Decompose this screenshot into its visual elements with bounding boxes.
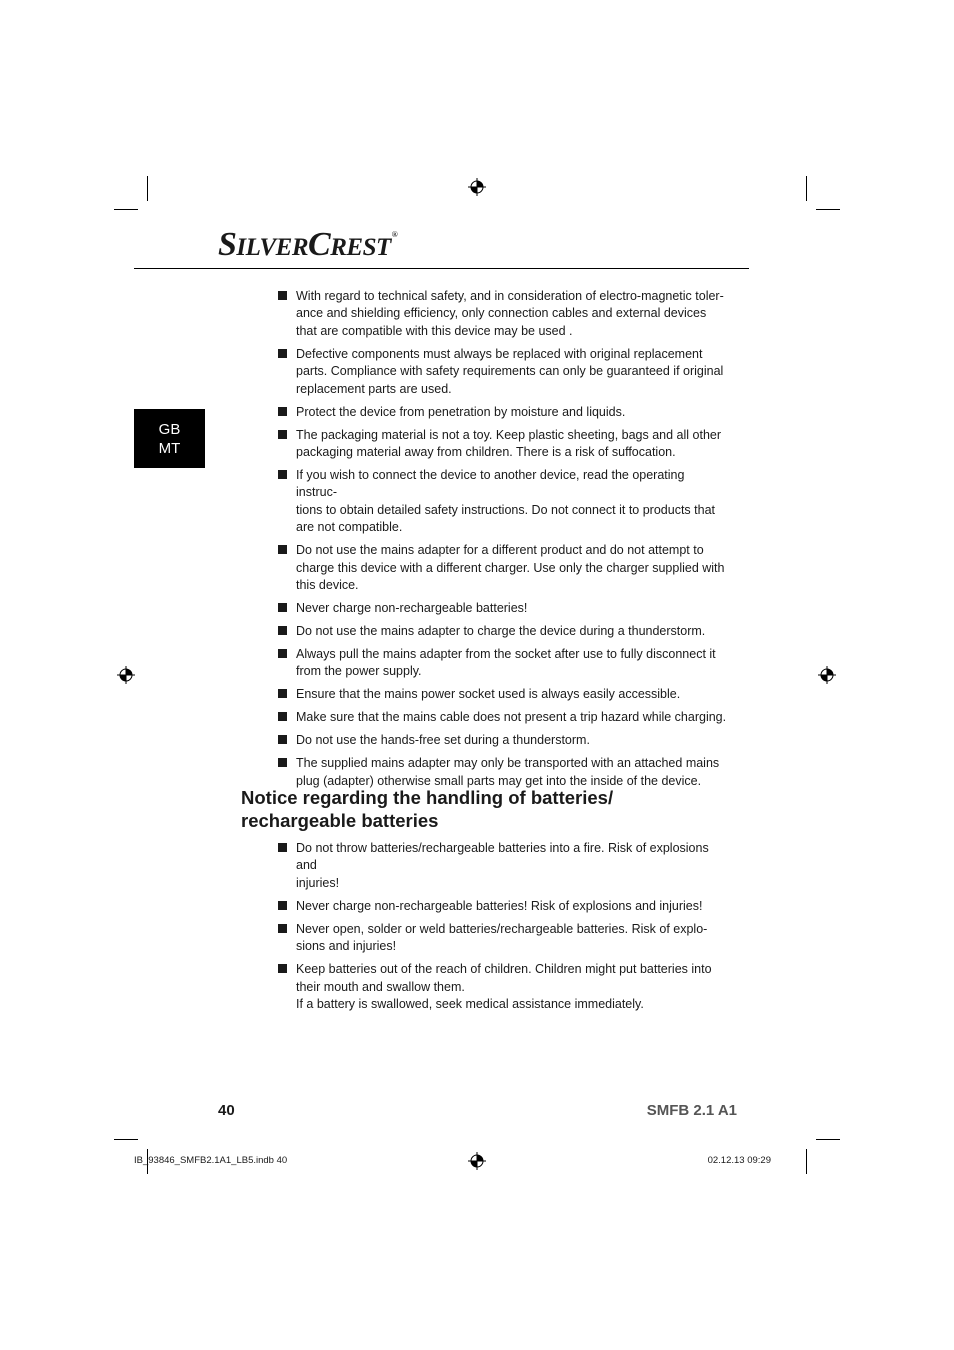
crop-mark: [806, 176, 807, 201]
crop-mark: [816, 209, 840, 210]
list-item: With regard to technical safety, and in consideration of electro-magnetic toler- ance and shielding efficiency, only connection cables and external devices that are compatible with this device may be used .: [278, 288, 728, 340]
list-item: Do not use the mains adapter to charge the device during a thunderstorm.: [278, 623, 728, 640]
page-number: 40: [218, 1102, 235, 1119]
language-code-mt: MT: [158, 439, 181, 457]
list-item: If you wish to connect the device to another device, read the operating instruc- tions to obtain detailed safety instructions. Do not connect it to products that are not compatible.: [278, 467, 728, 537]
list-item: Never open, solder or weld batteries/rechargeable batteries. Risk of explo- sions and injuries!: [278, 921, 728, 956]
list-item: Defective components must always be replaced with original replacement parts. Compliance with safety requirements can only be guaranteed if original replacement parts are used.: [278, 346, 728, 398]
safety-list: [278, 288, 728, 796]
list-item: Protect the device from penetration by moisture and liquids.: [278, 404, 728, 421]
language-tab: [134, 409, 205, 468]
list-item: Never charge non-rechargeable batteries!: [278, 600, 728, 617]
language-code-gb: GB: [158, 420, 181, 438]
list-item: Always pull the mains adapter from the socket after use to fully disconnect it from the power supply.: [278, 646, 728, 681]
section-heading: Notice regarding the handling of batteries/ rechargeable batteries: [241, 787, 614, 831]
list-item: Ensure that the mains power socket used is always easily accessible.: [278, 686, 728, 703]
brand-logo: SILVERCREST®: [218, 226, 398, 263]
registration-mark-icon: [818, 666, 836, 684]
list-item: The packaging material is not a toy. Keep plastic sheeting, bags and all other packaging material away from children. There is a risk of suffocation.: [278, 427, 728, 462]
crop-mark: [816, 1139, 840, 1140]
registration-mark-icon: [468, 178, 486, 196]
list-item: The supplied mains adapter may only be transported with an attached mains plug (adapter) otherwise small parts may get into the inside of the device.: [278, 755, 728, 790]
print-date-time: 02.12.13 09:29: [707, 1155, 771, 1166]
crop-mark: [114, 1139, 138, 1140]
model-name: SMFB 2.1 A1: [646, 1102, 737, 1119]
crop-mark: [806, 1149, 807, 1174]
list-item: Never charge non-rechargeable batteries! Risk of explosions and injuries!: [278, 898, 728, 915]
list-item: Do not use the mains adapter for a different product and do not attempt to charge this device with a different charger. Use only the charger supplied with this device.: [278, 542, 728, 594]
list-item: Keep batteries out of the reach of children. Children might put batteries into their mouth and swallow them. If a battery is swallowed, seek medical assistance immediately.: [278, 961, 728, 1013]
crop-mark: [114, 209, 138, 210]
file-info: IB_93846_SMFB2.1A1_LB5.indb 40: [134, 1155, 288, 1166]
registration-mark-icon: [468, 1152, 486, 1170]
crop-mark: [147, 176, 148, 201]
list-item: Do not throw batteries/rechargeable batteries into a fire. Risk of explosions and injuries!: [278, 840, 728, 892]
list-item: Make sure that the mains cable does not present a trip hazard while charging.: [278, 709, 728, 726]
list-item: Do not use the hands-free set during a thunderstorm.: [278, 732, 728, 749]
header-rule: [134, 268, 749, 269]
battery-list: [278, 840, 728, 1019]
registration-mark-icon: [117, 666, 135, 684]
